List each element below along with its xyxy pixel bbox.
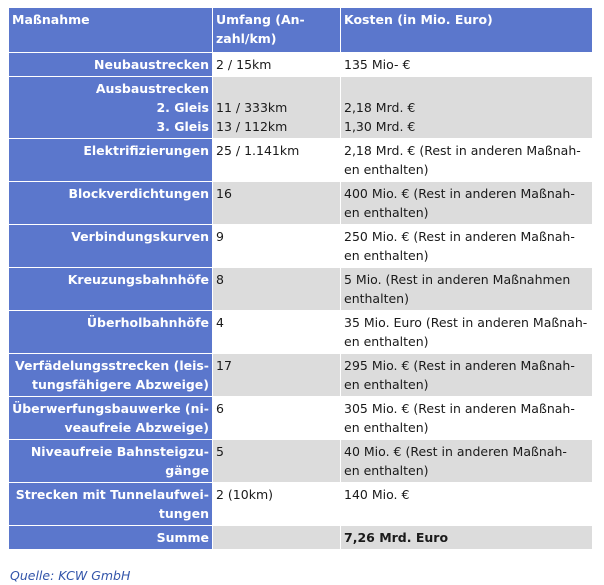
cost-line	[344, 79, 589, 98]
measure-cell	[9, 397, 213, 440]
amount-cell	[213, 397, 341, 440]
measure-line: tungsfähigere Abzweige)	[32, 377, 209, 392]
amount-line: 5	[216, 444, 224, 459]
cost-line: 2,18 Mrd. € (Rest in anderen Maßnah-	[344, 143, 581, 158]
cost-line: 295 Mio. € (Rest in anderen Maßnah-	[344, 358, 575, 373]
cost-cell	[341, 440, 593, 483]
amount-cell	[213, 526, 341, 550]
amount-line: 11 / 333km	[216, 100, 288, 115]
amount-cell	[213, 77, 341, 139]
measure-cell	[9, 182, 213, 225]
cost-cell	[341, 139, 593, 182]
table-row	[9, 53, 593, 77]
amount-line: 6	[216, 401, 224, 416]
header-cost: Kosten (in Mio. Euro)	[341, 8, 593, 53]
measure-line: Verbindungskurven	[71, 229, 209, 244]
measure-line: 3. Gleis	[156, 119, 209, 134]
measure-cell	[9, 268, 213, 311]
measure-cell	[9, 225, 213, 268]
amount-line: 2 / 15km	[216, 57, 272, 72]
cost-line: 140 Mio. €	[344, 487, 410, 502]
measure-cell	[9, 526, 213, 550]
cost-line: en enthalten)	[344, 205, 429, 220]
measure-cell	[9, 139, 213, 182]
header-amount: Umfang (An- zahl/km)	[213, 8, 341, 53]
table-row	[9, 182, 593, 225]
measure-line: gänge	[165, 463, 209, 478]
table-header-row	[9, 8, 593, 53]
table-row	[9, 225, 593, 268]
cost-line: 305 Mio. € (Rest in anderen Maßnah-	[344, 401, 575, 416]
measure-cell	[9, 53, 213, 77]
cost-line: en enthalten)	[344, 377, 429, 392]
measure-line: Ausbaustrecken	[95, 81, 209, 96]
cost-line: en enthalten)	[344, 162, 429, 177]
table-row	[9, 526, 593, 550]
cost-cell	[341, 225, 593, 268]
amount-cell	[213, 268, 341, 311]
cost-cell	[341, 182, 593, 225]
amount-line: 9	[216, 229, 224, 244]
amount-line: 4	[216, 315, 224, 330]
table-row	[9, 354, 593, 397]
cost-line: en enthalten)	[344, 420, 429, 435]
amount-line: 8	[216, 272, 224, 287]
measure-cell	[9, 440, 213, 483]
measure-line: Neubaustrecken	[94, 57, 209, 72]
table-row	[9, 311, 593, 354]
cost-cell	[341, 526, 593, 550]
cost-line: 5 Mio. (Rest in anderen Maßnahmen	[344, 272, 571, 287]
table-row	[9, 77, 593, 139]
measure-line: 2. Gleis	[156, 100, 209, 115]
measure-line: Überwerfungsbauwerke (ni-	[12, 401, 209, 416]
cost-cell	[341, 397, 593, 440]
measure-line: Elektrifizierungen	[83, 143, 209, 158]
amount-cell	[213, 139, 341, 182]
cost-cell	[341, 483, 593, 526]
cost-line: en enthalten)	[344, 463, 429, 478]
amount-line	[216, 79, 337, 98]
amount-cell	[213, 53, 341, 77]
measure-line: veaufreie Abzweige)	[64, 420, 209, 435]
table-row	[9, 397, 593, 440]
cost-line: 7,26 Mrd. Euro	[344, 530, 449, 545]
measure-line: Summe	[156, 530, 209, 545]
source-caption: Quelle: KCW GmbH	[10, 568, 131, 583]
cost-cell	[341, 354, 593, 397]
amount-line: 17	[216, 358, 232, 373]
cost-line: en enthalten)	[344, 248, 429, 263]
cost-line: 135 Mio- €	[344, 57, 411, 72]
amount-cell	[213, 311, 341, 354]
amount-cell	[213, 225, 341, 268]
measure-line: Strecken mit Tunnelaufwei-	[15, 487, 209, 502]
amount-cell	[213, 440, 341, 483]
amount-cell	[213, 182, 341, 225]
amount-cell	[213, 354, 341, 397]
amount-line: 16	[216, 186, 232, 201]
table-row	[9, 440, 593, 483]
measure-line: Blockverdichtungen	[68, 186, 209, 201]
amount-line: 13 / 112km	[216, 119, 288, 134]
measure-line: tungen	[158, 506, 209, 521]
cost-line: 250 Mio. € (Rest in anderen Maßnah-	[344, 229, 575, 244]
measure-cell	[9, 354, 213, 397]
measure-cell	[9, 311, 213, 354]
cost-line: 35 Mio. Euro (Rest in anderen Maßnah-	[344, 315, 588, 330]
table-row	[9, 139, 593, 182]
measure-line: Kreuzungsbahnhöfe	[67, 272, 209, 287]
cost-line: 1,30 Mrd. €	[344, 119, 416, 134]
measure-line: Überholbahnhöfe	[86, 315, 209, 330]
amount-line	[216, 528, 337, 547]
table-row	[9, 483, 593, 526]
measure-cell	[9, 77, 213, 139]
cost-cell	[341, 311, 593, 354]
measure-line: Verfädelungsstrecken (leis-	[15, 358, 209, 373]
cost-cell	[341, 53, 593, 77]
amount-line: 2 (10km)	[216, 487, 274, 502]
cost-cell	[341, 268, 593, 311]
cost-cell	[341, 77, 593, 139]
measure-line: Niveaufreie Bahnsteigzu-	[30, 444, 209, 459]
cost-line: 40 Mio. € (Rest in anderen Maßnah-	[344, 444, 567, 459]
cost-line: en enthalten)	[344, 334, 429, 349]
amount-cell	[213, 483, 341, 526]
header-measure: Maßnahme	[9, 8, 213, 53]
cost-line: 2,18 Mrd. €	[344, 100, 416, 115]
table-row	[9, 268, 593, 311]
cost-line: 400 Mio. € (Rest in anderen Maßnah-	[344, 186, 575, 201]
amount-line: 25 / 1.141km	[216, 143, 300, 158]
measures-table	[8, 7, 593, 550]
measure-cell	[9, 483, 213, 526]
cost-line: enthalten)	[344, 291, 409, 306]
